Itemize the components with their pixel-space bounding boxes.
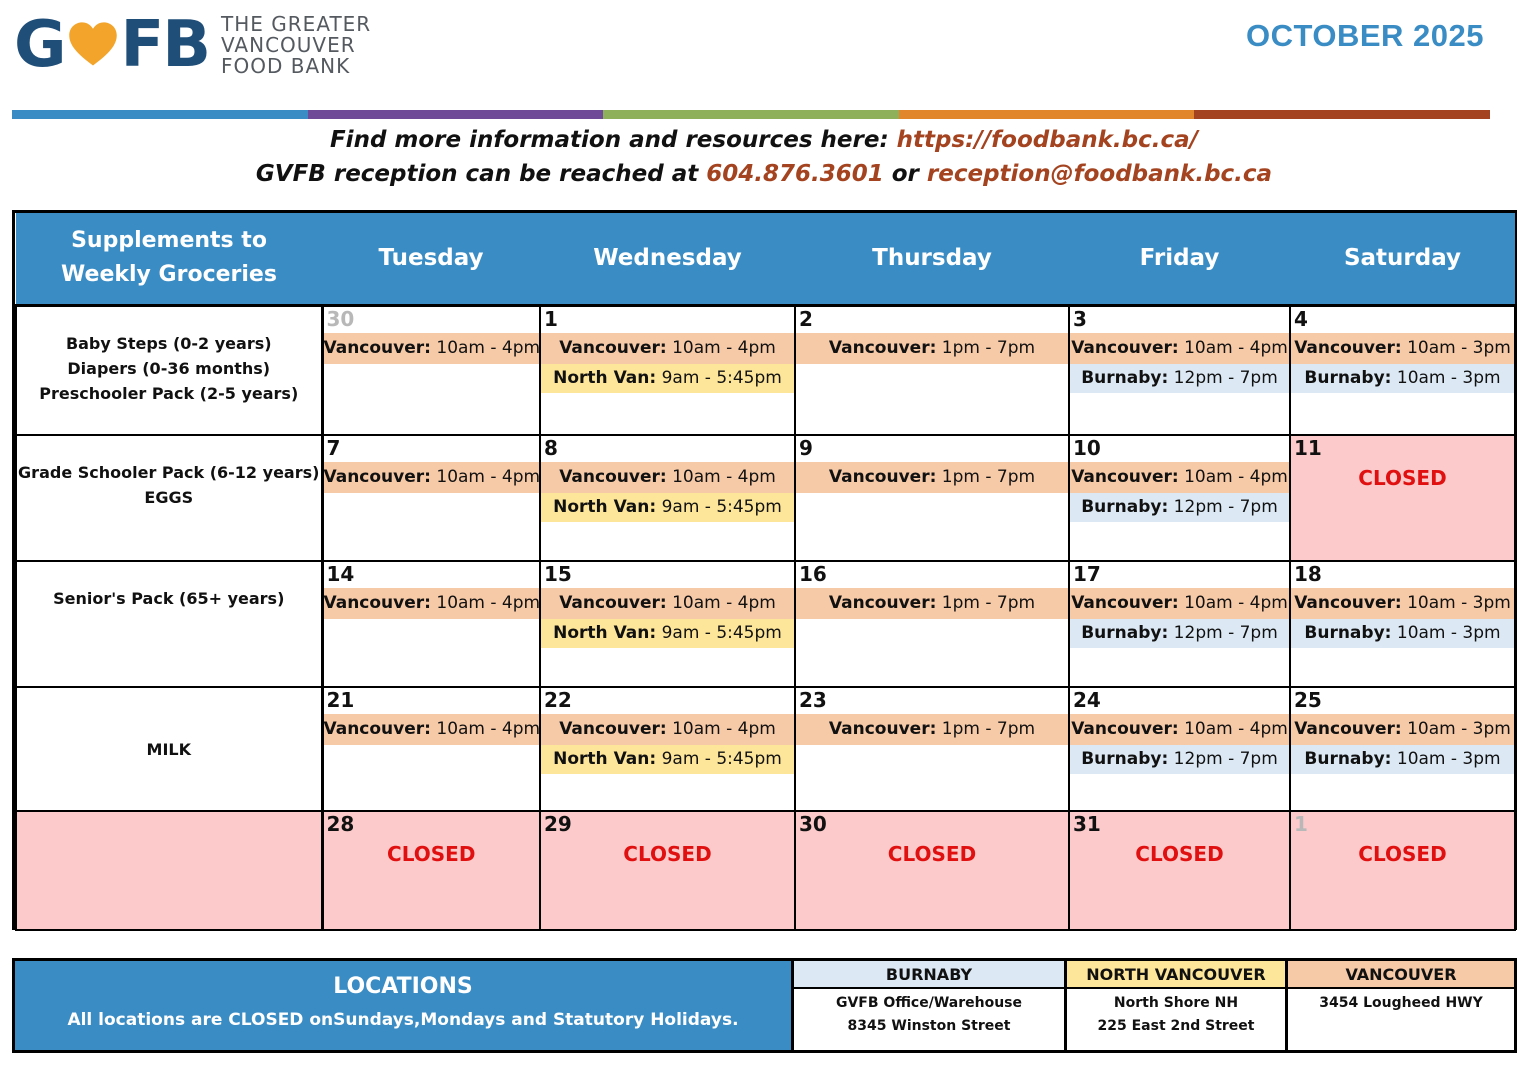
day-number: 23 [799, 688, 827, 712]
vancouver-slot: Vancouver: 1pm - 7pm [796, 588, 1068, 619]
vancouver-slot: Vancouver: 10am - 3pm [1291, 333, 1514, 364]
org-name-line2: VANCOUVER [221, 32, 356, 57]
day-cell[interactable] [322, 305, 540, 435]
vancouver-slot: Vancouver: 10am - 4pm [324, 333, 540, 364]
day-cell[interactable] [540, 435, 795, 561]
burnaby-slot: Burnaby: 10am - 3pm [1291, 619, 1514, 648]
day-number: 8 [544, 436, 558, 460]
day-cell[interactable] [795, 687, 1069, 811]
heart-icon [66, 18, 120, 72]
address-line: North Shore NH [1113, 995, 1239, 1011]
vancouver-slot: Vancouver: 1pm - 7pm [796, 333, 1068, 364]
day-number: 9 [799, 436, 813, 460]
info-line [0, 127, 1528, 153]
north-van-slot: North Van: 9am - 5:45pm [541, 619, 794, 648]
org-name-line3: FOOD BANK [221, 53, 351, 78]
day-cell[interactable] [1290, 305, 1515, 435]
closed-label: CLOSED [1358, 466, 1447, 490]
calendar-header-row [16, 213, 1515, 305]
day-header-wednesday: Wednesday [540, 213, 795, 305]
day-number: 7 [326, 436, 341, 460]
address-line: 8345 Winston Street [847, 1018, 1011, 1034]
day-cell[interactable] [795, 305, 1069, 435]
day-number: 15 [544, 562, 572, 586]
burnaby-slot: Burnaby: 10am - 3pm [1291, 745, 1514, 774]
week-row [16, 561, 1515, 687]
vancouver-slot: Vancouver: 1pm - 7pm [796, 462, 1068, 493]
location-name: VANCOUVER [1288, 961, 1514, 989]
day-number: 30 [326, 306, 355, 331]
day-number: 28 [326, 812, 355, 836]
day-number: 16 [799, 562, 827, 586]
vancouver-slot: Vancouver: 10am - 4pm [1070, 588, 1289, 619]
day-cell[interactable] [322, 435, 540, 561]
week-supplements [16, 561, 322, 687]
gvfb-logo [14, 10, 371, 80]
vancouver-slot: Vancouver: 10am - 4pm [541, 462, 794, 493]
week-row [16, 305, 1515, 435]
day-cell[interactable] [795, 435, 1069, 561]
vancouver-slot: Vancouver: 10am - 4pm [1070, 714, 1289, 745]
burnaby-slot: Burnaby: 12pm - 7pm [1070, 493, 1289, 522]
burnaby-slot: Burnaby: 12pm - 7pm [1070, 745, 1289, 774]
day-number: 3 [1073, 306, 1087, 331]
vancouver-slot: Vancouver: 10am - 4pm [324, 588, 540, 619]
phone-link[interactable]: 604.876.3601 [706, 161, 884, 187]
location-address [794, 989, 1064, 1038]
locations-panel [12, 958, 1517, 1053]
locations-title: LOCATIONS [333, 974, 473, 999]
week-supplements [16, 687, 322, 811]
month-title: OCTOBER 2025 [1245, 18, 1484, 53]
day-number: 24 [1073, 688, 1101, 712]
contact-or: or [883, 161, 927, 187]
day-number: 25 [1294, 688, 1322, 712]
day-cell[interactable] [795, 561, 1069, 687]
vancouver-slot: Vancouver: 1pm - 7pm [796, 714, 1068, 745]
stripe-rust [1194, 110, 1490, 119]
day-header-saturday: Saturday [1290, 213, 1515, 305]
day-header-thursday: Thursday [795, 213, 1069, 305]
stripe-orange [899, 110, 1195, 119]
supplement-item: Senior's Pack (65+ years) [53, 589, 285, 608]
location-vancouver [1288, 961, 1514, 1050]
day-cell[interactable] [1069, 305, 1290, 435]
vancouver-slot: Vancouver: 10am - 4pm [1070, 462, 1289, 493]
calendar [12, 210, 1517, 930]
supplement-item: EGGS [144, 488, 194, 507]
day-cell-closed[interactable] [795, 811, 1069, 930]
day-cell[interactable] [1290, 561, 1515, 687]
day-number: 1 [1294, 812, 1308, 836]
location-address [1288, 989, 1514, 1015]
day-number: 30 [799, 812, 827, 836]
supplement-item: Grade Schooler Pack (6-12 years) [18, 463, 320, 482]
vancouver-slot: Vancouver: 10am - 3pm [1291, 588, 1514, 619]
day-number: 14 [326, 562, 355, 586]
day-number: 10 [1073, 436, 1101, 460]
stripe-green [603, 110, 899, 119]
day-number: 11 [1294, 436, 1322, 460]
day-header-friday: Friday [1069, 213, 1290, 305]
vancouver-slot: Vancouver: 10am - 4pm [1070, 333, 1289, 364]
day-cell[interactable] [322, 561, 540, 687]
vancouver-slot: Vancouver: 10am - 4pm [541, 714, 794, 745]
day-cell-closed[interactable] [1290, 435, 1515, 561]
burnaby-slot: Burnaby: 12pm - 7pm [1070, 619, 1289, 648]
supplement-item: Baby Steps (0-2 years) [65, 333, 272, 353]
locations-summary [15, 961, 794, 1050]
week-row [16, 811, 1515, 930]
north-van-slot: North Van: 9am - 5:45pm [541, 493, 794, 522]
week-row [16, 435, 1515, 561]
location-north-vancouver [1067, 961, 1288, 1050]
day-header-tuesday: Tuesday [322, 213, 540, 305]
email-link[interactable]: reception@foodbank.bc.ca [926, 161, 1273, 187]
supplements-header [16, 213, 322, 305]
closed-label: CLOSED [1358, 842, 1447, 866]
day-cell[interactable] [1069, 561, 1290, 687]
day-cell[interactable] [540, 687, 795, 811]
address-line: 3454 Lougheed HWY [1319, 995, 1483, 1011]
contact-prefix: GVFB reception can be reached at [255, 161, 707, 187]
website-link[interactable]: https://foodbank.bc.ca/ [896, 127, 1199, 153]
location-name: BURNABY [794, 961, 1064, 989]
day-cell[interactable] [1290, 687, 1515, 811]
north-van-slot: North Van: 9am - 5:45pm [541, 364, 794, 393]
closed-label: CLOSED [1135, 842, 1224, 866]
day-cell[interactable] [540, 561, 795, 687]
vancouver-slot: Vancouver: 10am - 4pm [541, 588, 794, 619]
supplements-header-line1: Supplements to [71, 228, 267, 254]
day-cell-closed[interactable] [1290, 811, 1515, 930]
location-address [1067, 989, 1285, 1038]
day-cell-closed[interactable] [540, 811, 795, 930]
north-van-slot: North Van: 9am - 5:45pm [541, 745, 794, 774]
supplement-item: MILK [146, 739, 191, 759]
day-cell[interactable] [1069, 435, 1290, 561]
closed-label: CLOSED [887, 842, 977, 866]
location-burnaby [794, 961, 1067, 1050]
supplements-header-line2: Weekly Groceries [61, 262, 277, 288]
org-name-line1: THE GREATER [221, 11, 372, 36]
day-cell-closed[interactable] [1069, 811, 1290, 930]
day-number: 17 [1073, 562, 1101, 586]
address-line: 225 East 2nd Street [1097, 1018, 1255, 1034]
week-row [16, 687, 1515, 811]
color-stripe [12, 110, 1490, 119]
supplement-item: Diapers (0-36 months) [67, 358, 271, 378]
info-prefix: Find more information and resources here: [329, 127, 897, 153]
day-number: 4 [1294, 306, 1308, 331]
address-line: GVFB Office/Warehouse [835, 995, 1023, 1011]
day-number: 1 [544, 306, 558, 331]
day-cell[interactable] [540, 305, 795, 435]
org-name [221, 11, 372, 78]
day-cell[interactable] [1069, 687, 1290, 811]
stripe-purple [308, 110, 604, 119]
stripe-blue [12, 110, 308, 119]
logo-mark: G FB [14, 8, 210, 82]
day-number: 18 [1294, 562, 1322, 586]
week-supplements [16, 435, 322, 561]
location-name: NORTH VANCOUVER [1067, 961, 1285, 989]
day-number: 22 [544, 688, 572, 712]
locations-note: All locations are CLOSED onSundays,Mondays and Statutory Holidays. [67, 1010, 739, 1030]
week-supplements [16, 811, 322, 930]
day-number: 29 [544, 812, 572, 836]
week-supplements [16, 305, 322, 435]
vancouver-slot: Vancouver: 10am - 3pm [1291, 714, 1514, 745]
day-cell-closed[interactable] [322, 811, 540, 930]
closed-label: CLOSED [387, 842, 476, 866]
calendar-table [15, 213, 1516, 931]
closed-label: CLOSED [623, 842, 712, 866]
supplement-item: Preschooler Pack (2-5 years) [39, 383, 299, 403]
day-number: 2 [799, 306, 813, 331]
vancouver-slot: Vancouver: 10am - 4pm [324, 714, 540, 745]
vancouver-slot: Vancouver: 10am - 4pm [541, 333, 794, 364]
burnaby-slot: Burnaby: 10am - 3pm [1291, 364, 1514, 393]
vancouver-slot: Vancouver: 10am - 4pm [324, 462, 540, 493]
day-number: 31 [1073, 812, 1101, 836]
day-number: 21 [326, 688, 355, 712]
day-cell[interactable] [322, 687, 540, 811]
burnaby-slot: Burnaby: 12pm - 7pm [1070, 364, 1289, 393]
contact-line [0, 161, 1528, 187]
